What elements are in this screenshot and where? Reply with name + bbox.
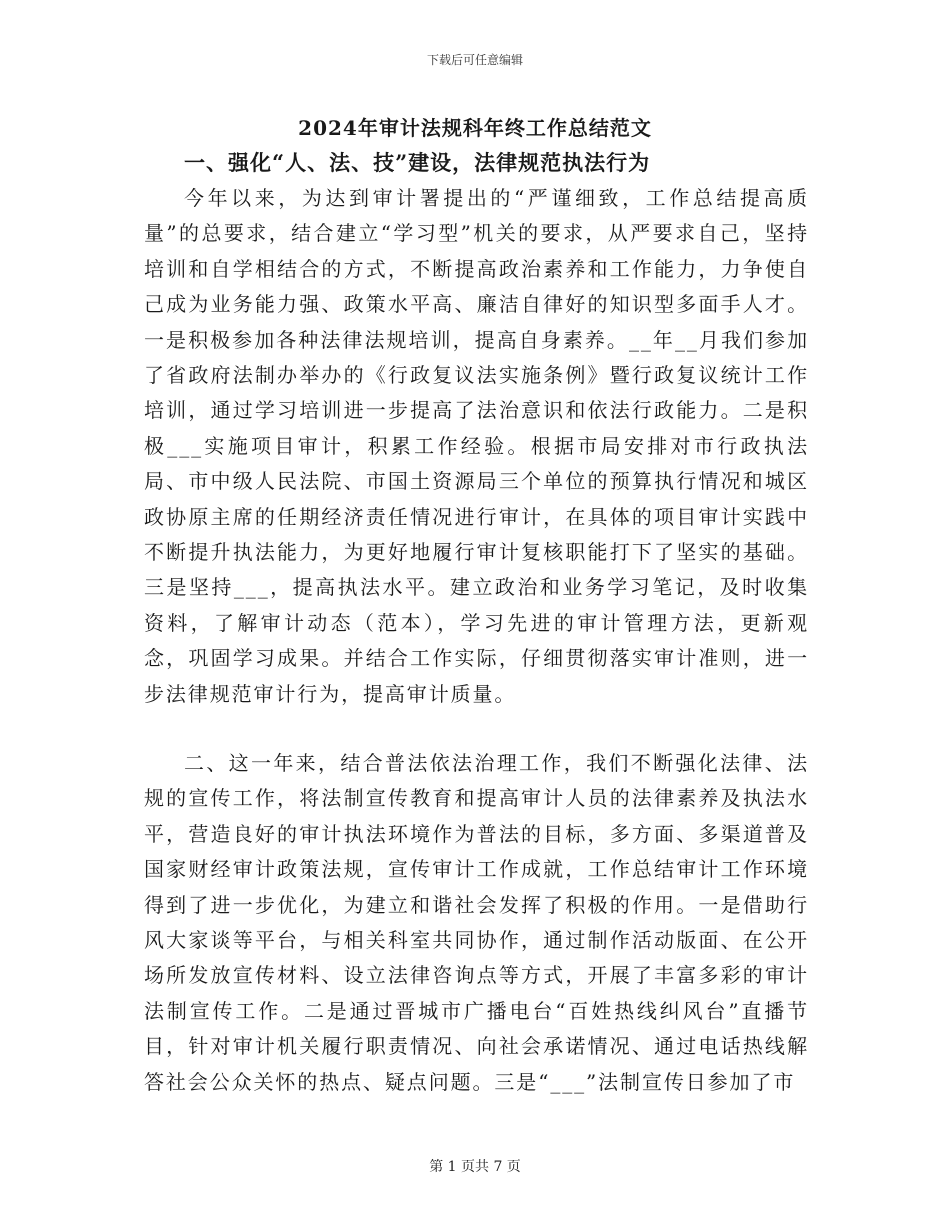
page-number-footer: 第 1 页共 7 页: [429, 1159, 521, 1175]
document-title: 2024年审计法规科年终工作总结范文: [298, 116, 652, 140]
section-heading-1: 一、强化“人、法、技”建设，法律规范执法行为: [184, 150, 651, 175]
body-paragraph-2: 二、这一年来，结合普法依法治理工作，我们不断强化法律、法规的宣传工作，将法制宣传教育和提高审计人员的法律素养及执法水平，营造良好的审计执法环境作为普法的目标，多方面、多渠道普及国家财经审计政策法规，宣传审计工作成就，工作总结审计工作环境得到了进一步优化，为建立和谐社会发挥了积极的作用。一是借助行风大家谈等平台，与相关科室共同协作，通过制作活动版面、在公开场所发放宣传材料、设立法律咨询点等方式，开展了丰富多彩的审计法制宣传工作。二是通过晋城市广播电台“百姓热线纠风台”直播节目，针对审计机关履行职责情况、向社会承诺情况、通过电话热线解答社会公众关怀的热点、疑点问题。三是“___”法制宣传日参加了市: [144, 751, 809, 1094]
page-header-note: 下载后可任意编辑: [426, 53, 523, 67]
body-paragraph-1: 今年以来，为达到审计署提出的“严谨细致，工作总结提高质量”的总要求，结合建立“学习型”机关的要求，从严要求自己，坚持培训和自学相结合的方式，不断提高政治素养和工作能力，力争使自己成为业务能力强、政策水平高、廉洁自律好的知识型多面手人才。一是积极参加各种法律法规培训，提高自身素养。__年__月我们参加了省政府法制办举办的《行政复议法实施条例》暨行政复议统计工作培训，通过学习培训进一步提高了法治意识和依法行政能力。二是积极___实施项目审计，积累工作经验。根据市局安排对市行政执法局、市中级人民法院、市国土资源局三个单位的预算执行情况和城区政协原主席的任期经济责任情况进行审计，在具体的项目审计实践中不断提升执法能力，为更好地履行审计复核职能打下了坚实的基础。三是坚持___，提高执法水平。建立政治和业务学习笔记，及时收集资料，了解审计动态（范本），学习先进的审计管理方法，更新观念，巩固学习成果。并结合工作实际，仔细贯彻落实审计准则，进一步法律规范审计行为，提高审计质量。: [144, 186, 809, 706]
